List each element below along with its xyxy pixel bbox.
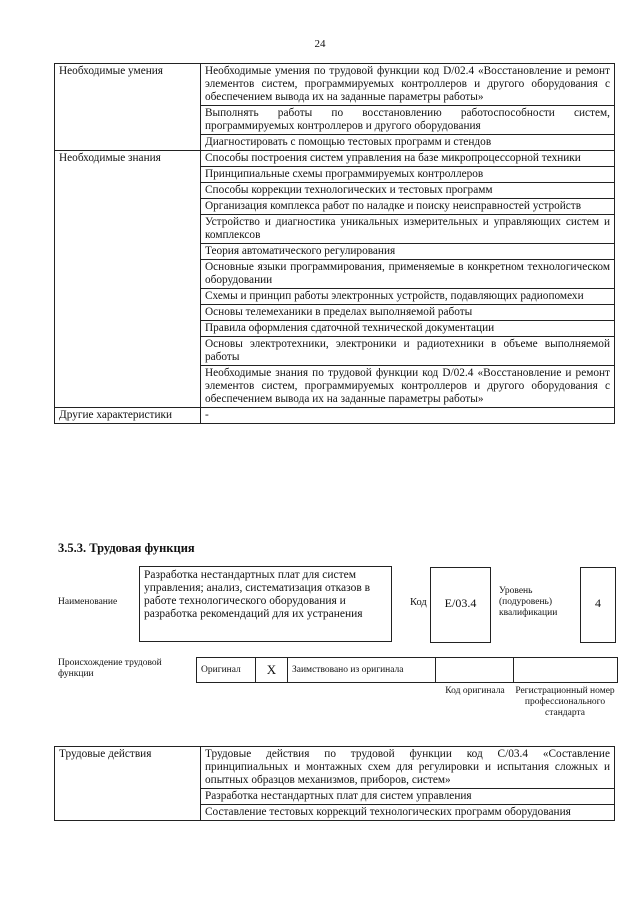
table-row	[55, 64, 615, 106]
row-item: Теория автоматического регулирования	[201, 244, 615, 260]
level-label: Уровень (подуровень) квалификации	[499, 586, 558, 618]
function-name-box: Разработка нестандартных плат для систем управления; анализ, систематизация отказов в работе технологического оборудования и разработка рекомендаций для их устранения	[139, 566, 392, 642]
row-item: Основы телемеханики в пределах выполняемой работы	[201, 305, 615, 321]
row-item: Необходимые умения по трудовой функции код D/02.4 «Восстановление и ремонт элементов систем, программируемых контроллеров и другого оборудования с обеспечением вывода их на заданные параметры работы»	[201, 64, 615, 106]
row-item: -	[201, 408, 615, 424]
code-original-cell	[436, 657, 514, 683]
row-item: Разработка нестандартных плат для систем управления	[201, 789, 615, 805]
row-item: Основы электротехники, электроники и радиотехники в объеме выполняемой работы	[201, 337, 615, 366]
name-label: Наименование	[58, 597, 118, 607]
row-item: Диагностировать с помощью тестовых программ и стендов	[201, 135, 615, 151]
code-original-caption: Код оригинала	[445, 686, 505, 696]
row-item: Схемы и принцип работы электронных устройств, подавляющих радиопомехи	[201, 289, 615, 305]
row-label: Необходимые умения	[55, 64, 201, 151]
row-item: Выполнять работы по восстановлению работоспособности систем, программируемых контроллеров и другого оборудования	[201, 106, 615, 135]
original-label: Оригинал	[196, 657, 256, 683]
labor-actions-table	[54, 746, 615, 821]
skills-knowledge-table	[54, 63, 615, 424]
row-label: Другие характеристики	[55, 408, 201, 424]
page-number: 24	[314, 38, 326, 50]
row-item: Устройство и диагностика уникальных измерительных и управляющих систем и комплексов	[201, 215, 615, 244]
table-row	[55, 747, 615, 789]
origin-label: Происхождение трудовой функции	[58, 658, 162, 679]
row-item: Необходимые знания по трудовой функции код D/02.4 «Восстановление и ремонт элементов систем, программируемых контроллеров и другого оборудования с обеспечением вывода их на заданные параметры работы»	[201, 366, 615, 408]
row-item: Трудовые действия по трудовой функции код C/03.4 «Составление принципиальных и монтажных схем для регулировки и испытания сложных и опытных образцов механизмов, приборов, систем»	[201, 747, 615, 789]
code-label: Код	[410, 597, 427, 608]
table-row	[55, 408, 615, 424]
row-item: Составление тестовых коррекций технологических программ оборудования	[201, 805, 615, 821]
origin-row	[196, 657, 618, 683]
row-item: Основные языки программирования, применяемые в конкретном технологическом оборудовании	[201, 260, 615, 289]
row-label: Необходимые знания	[55, 151, 201, 408]
row-item: Организация комплекса работ по наладке и поиску неисправностей устройств	[201, 199, 615, 215]
table-row	[55, 151, 615, 167]
reg-number-caption: Регистрационный номер профессионального стандарта	[515, 686, 615, 718]
borrowed-label: Заимствовано из оригинала	[288, 657, 436, 683]
section-title: 3.5.3. Трудовая функция	[58, 541, 195, 555]
row-item: Способы коррекции технологических и тестовых программ	[201, 183, 615, 199]
row-item: Способы построения систем управления на базе микропроцессорной техники	[201, 151, 615, 167]
reg-number-cell	[514, 657, 618, 683]
level-value-box: 4	[580, 567, 616, 643]
row-item: Правила оформления сдаточной технической документации	[201, 321, 615, 337]
original-mark: X	[256, 657, 288, 683]
row-label: Трудовые действия	[55, 747, 201, 821]
code-value-box: E/03.4	[430, 567, 491, 643]
row-item: Принципиальные схемы программируемых контроллеров	[201, 167, 615, 183]
